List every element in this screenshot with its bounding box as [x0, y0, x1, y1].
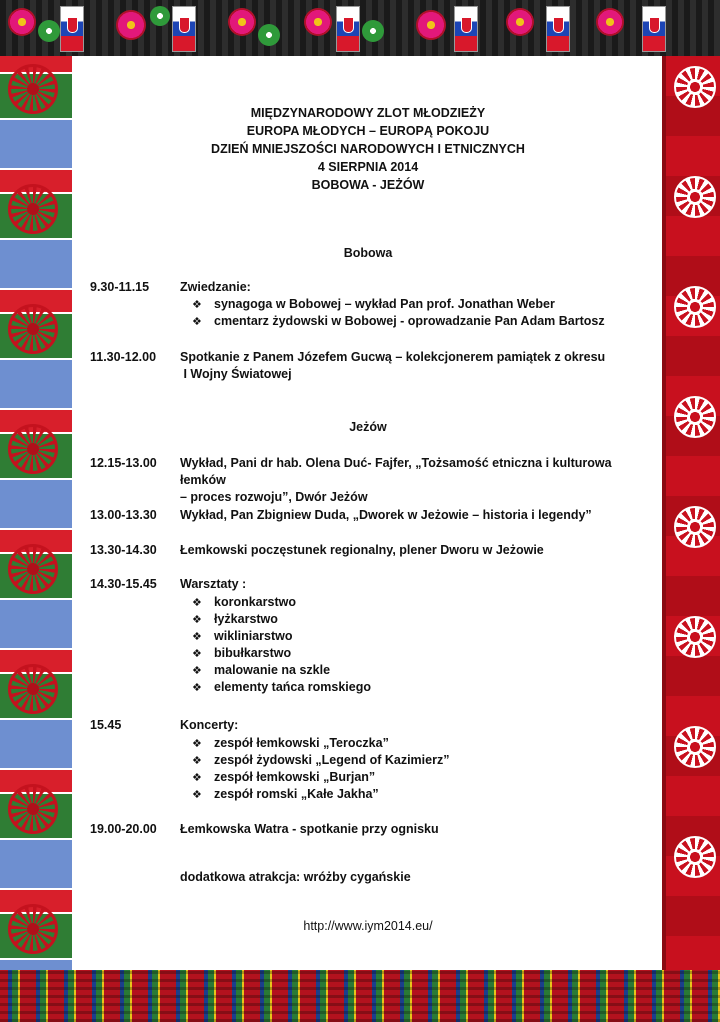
header-line-places: BOBOWA - JEŻÓW [311, 178, 425, 192]
rosette-icon [674, 286, 716, 328]
diamond-bullet-icon: ❖ [192, 664, 202, 677]
list-item: ❖ elementy tańca romskiego [192, 680, 372, 694]
section-title-jezow: Jeżów [349, 420, 387, 434]
extra-attraction: dodatkowa atrakcja: wróżby cygańskie [180, 870, 411, 884]
entry-text: Spotkanie z Panem Józefem Gucwą – kolekcjonerem pamiątek z okresu I Wojny Światowej [180, 350, 606, 381]
rosette-icon [674, 396, 716, 438]
entry-time: 13.30-14.30 [90, 543, 157, 557]
flower-pattern-tile [590, 0, 676, 56]
entry-time: 12.15-13.00 [90, 456, 157, 470]
rosette-icon [674, 506, 716, 548]
rosette-icon [674, 176, 716, 218]
flower-pattern-tile [0, 0, 86, 56]
top-border-folk-pattern [0, 0, 720, 56]
entry-time: 14.30-15.45 [90, 577, 157, 591]
slovak-flag-icon [172, 6, 196, 52]
bottom-border-plaid-pattern [0, 970, 720, 1022]
diamond-bullet-icon: ❖ [192, 737, 202, 750]
roma-wheel-icon [8, 64, 58, 114]
entry-text: Zwiedzanie: [180, 280, 251, 294]
header-line-day: DZIEŃ MNIEJSZOŚCI NARODOWYCH I ETNICZNYCH [211, 142, 525, 156]
document-page [82, 66, 654, 944]
left-border-roma-pattern [0, 56, 72, 970]
list-item: ❖ koronkarstwo [192, 595, 296, 609]
diamond-bullet-icon: ❖ [192, 613, 202, 626]
flower-pattern-tile [110, 0, 196, 56]
diamond-bullet-icon: ❖ [192, 754, 202, 767]
entry-text: Wykład, Pan Zbigniew Duda, „Dworek w Jeżowie – historia i legendy” [180, 508, 592, 522]
diamond-bullet-icon: ❖ [192, 298, 202, 311]
roma-wheel-icon [8, 904, 58, 954]
header-line-date: 4 SIERPNIA 2014 [317, 160, 419, 174]
flower-pattern-tile [300, 0, 386, 56]
diamond-bullet-icon: ❖ [192, 681, 202, 694]
roma-wheel-icon [8, 664, 58, 714]
rosette-icon [674, 836, 716, 878]
rosette-icon [674, 726, 716, 768]
flower-pattern-tile [410, 0, 496, 56]
list-item: ❖ zespół romski „Kałe Jakha” [192, 787, 379, 801]
list-item: ❖ zespół łemkowski „Burjan” [192, 770, 376, 784]
rosette-icon [674, 66, 716, 108]
diamond-bullet-icon: ❖ [192, 771, 202, 784]
list-item: ❖ synagoga w Bobowej – wykład Pan prof. Jonathan Weber [192, 297, 555, 311]
roma-wheel-icon [8, 184, 58, 234]
list-item: ❖ cmentarz żydowski w Bobowej - oprowadzanie Pan Adam Bartosz [192, 314, 605, 328]
header-line-motto: EUROPA MŁODYCH – EUROPĄ POKOJU [246, 124, 490, 138]
slovak-flag-icon [336, 6, 360, 52]
entry-text: Warsztaty : [180, 577, 247, 591]
diamond-bullet-icon: ❖ [192, 596, 202, 609]
roma-wheel-icon [8, 544, 58, 594]
diamond-bullet-icon: ❖ [192, 788, 202, 801]
entry-text: Łemkowski poczęstunek regionalny, plener Dworu w Jeżowie [180, 543, 544, 557]
entry-text: Wykład, Pani dr hab. Olena Duć- Fajfer, „Tożsamość etniczna i kulturowa łemków – proces rozwoju”, Dwór Jeżów [180, 456, 612, 504]
bullet-list [192, 594, 371, 696]
roma-wheel-icon [8, 784, 58, 834]
section-title-bobowa: Bobowa [343, 246, 393, 260]
list-item: ❖ wikliniarstwo [192, 629, 293, 643]
roma-wheel-icon [8, 304, 58, 354]
slovak-flag-icon [642, 6, 666, 52]
right-border-lemko-pattern [662, 56, 720, 970]
flower-pattern-tile [500, 0, 586, 56]
slovak-flag-icon [454, 6, 478, 52]
diamond-bullet-icon: ❖ [192, 315, 202, 328]
entry-text: Koncerty: [180, 718, 239, 732]
list-item: ❖ bibułkarstwo [192, 646, 292, 660]
flower-pattern-tile [220, 0, 306, 56]
entry-time: 15.45 [90, 718, 122, 732]
roma-wheel-icon [8, 424, 58, 474]
bullet-list [192, 296, 605, 330]
entry-text: Łemkowska Watra - spotkanie przy ognisku [180, 822, 439, 836]
list-item: ❖ zespół łemkowski „Teroczka” [192, 736, 389, 750]
bullet-list [192, 735, 449, 803]
rosette-icon [674, 616, 716, 658]
slovak-flag-icon [546, 6, 570, 52]
list-item: ❖ malowanie na szkle [192, 663, 331, 677]
document-header [82, 104, 654, 194]
header-line-event: MIĘDZYNARODOWY ZLOT MŁODZIEŻY [250, 106, 486, 120]
diamond-bullet-icon: ❖ [192, 647, 202, 660]
entry-time: 19.00-20.00 [90, 822, 157, 836]
diamond-bullet-icon: ❖ [192, 630, 202, 643]
website-link[interactable]: http://www.iym2014.eu/ [303, 919, 433, 933]
list-item: ❖ zespół żydowski „Legend of Kazimierz” [192, 753, 450, 767]
entry-time: 9.30-11.15 [90, 280, 150, 294]
slovak-flag-icon [60, 6, 84, 52]
list-item: ❖ łyżkarstwo [192, 612, 278, 626]
entry-time: 11.30-12.00 [90, 350, 157, 364]
entry-time: 13.00-13.30 [90, 508, 157, 522]
